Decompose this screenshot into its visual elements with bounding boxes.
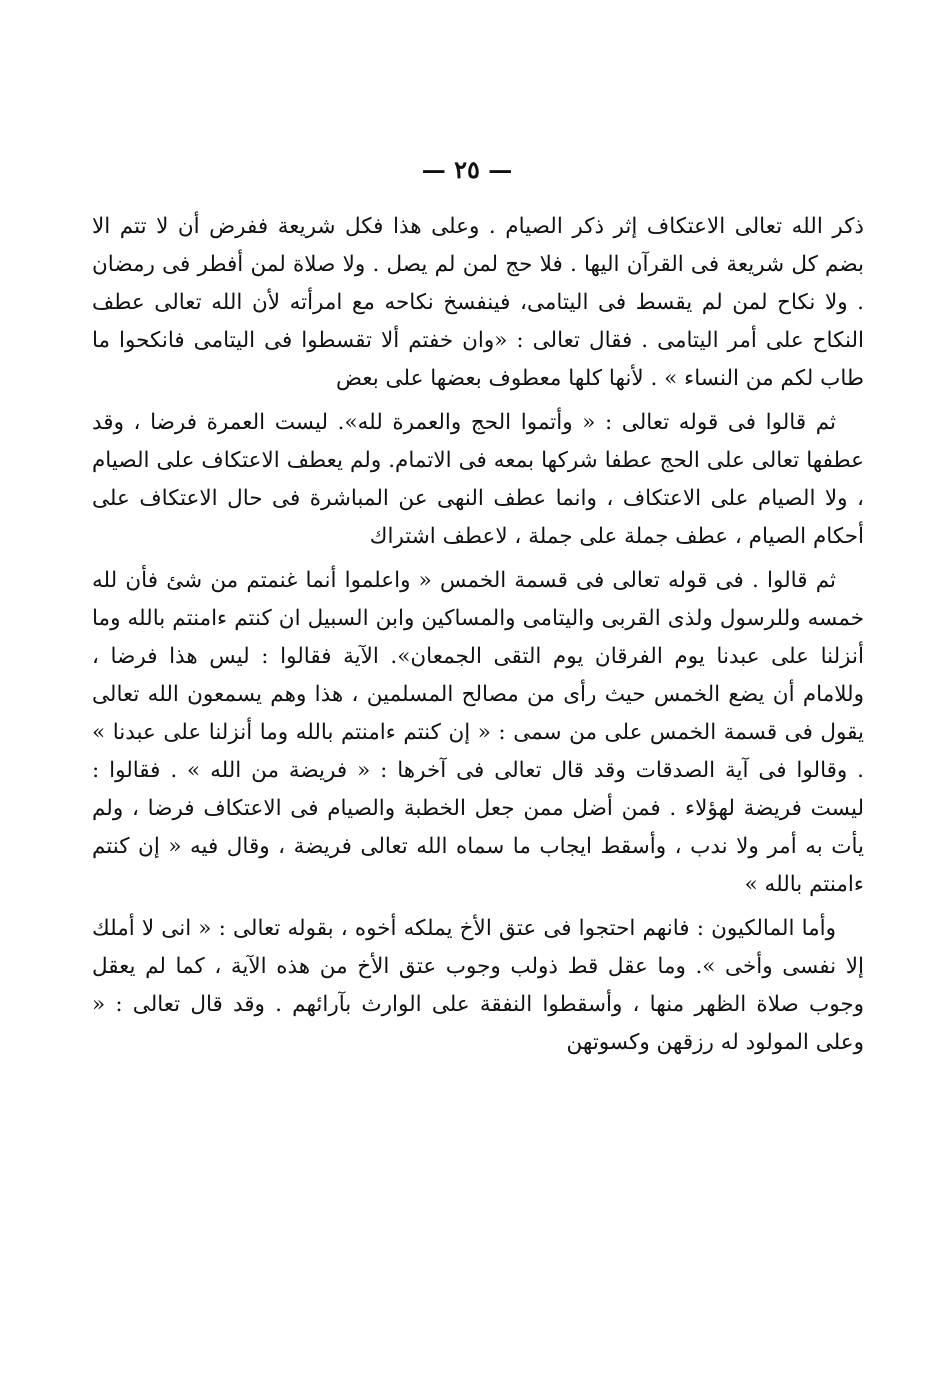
paragraph-4: وأما المالكيون : فانهم احتجوا فى عتق الأخ يملكه أخوه ، بقوله تعالى : « انى لا أملك إلا نفسى وأخى ». وما عقل قط ذولب وجوب عتق الأخ من هذه الآية ، كما لم يعقل وجوب صلاة الظهر منها ، وأسقطوا النفقة على الوارث بآرائهم . وقد قال تعالى : « وعلى المولود له رزقهن وكسوتهن — [92, 916, 864, 1055]
paragraph-3: ثم قالوا . فى قوله تعالى فى قسمة الخمس « واعلموا أنما غنمتم من شئ فأن لله خمسه وللرسول ولذى القربى واليتامى والمساكين وابن السبيل ان كنتم ءامنتم بالله وما أنزلنا على عبدنا يوم الفرقان يوم التقى الجمعان». الآية فقالوا : ليس هذا فرضا ، وللامام أن يضع الخمس حيث رأى من مصالح المسلمين ، هذا وهم يسمعون الله تعالى يقول فى قسمة الخمس على من سمى : « إن كنتم ءامنتم بالله وما أنزلنا على عبدنا » . وقالوا فى آية الصدقات وقد قال تعالى فى آخرها : « فريضة من الله » . فقالوا : ليست فريضة لهؤلاء . فمن أضل ممن جعل الخطبة والصيام فى الاعتكاف فرضا ، ولم يأت به أمر ولا ندب ، وأسقط ايجاب ما سماه الله تعالى فريضة ، وقال فيه « إن كنتم ءامنتم بالله » — [92, 568, 864, 897]
page-number: — ٢٥ — — [421, 155, 513, 184]
paragraph-2: ثم قالوا فى قوله تعالى : « وأتموا الحج والعمرة لله». ليست العمرة فرضا ، وقد عطفها تعالى على الحج عطفا شركها بمعه فى الاتمام. ولم يعطف الاعتكاف على الصيام ، ولا الصيام على الاعتكاف ، وانما عطف النهى عن المباشرة فى حال الاعتكاف على أحكام الصيام ، عطف جملة على جملة ، لاعطف اشتراك — [92, 410, 864, 549]
paragraph-1: ذكر الله تعالى الاعتكاف إثر ذكر الصيام . وعلى هذا فكل شريعة ففرض أن لا تتم الا بضم كل شريعة فى القرآن اليها . فلا حج لمن لم يصل . ولا صلاة لمن أفطر فى رمضان . ولا نكاح لمن لم يقسط فى اليتامى، فينفسخ نكاحه مع امرأته لأن الله تعالى عطف النكاح على أمر اليتامى . فقال تعالى : «وان خفتم ألا تقسطوا فى اليتامى فانكحوا ما طاب لكم من النساء » . لأنها كلها معطوف بعضها على بعض — [92, 214, 864, 391]
body-text — [92, 208, 864, 1068]
